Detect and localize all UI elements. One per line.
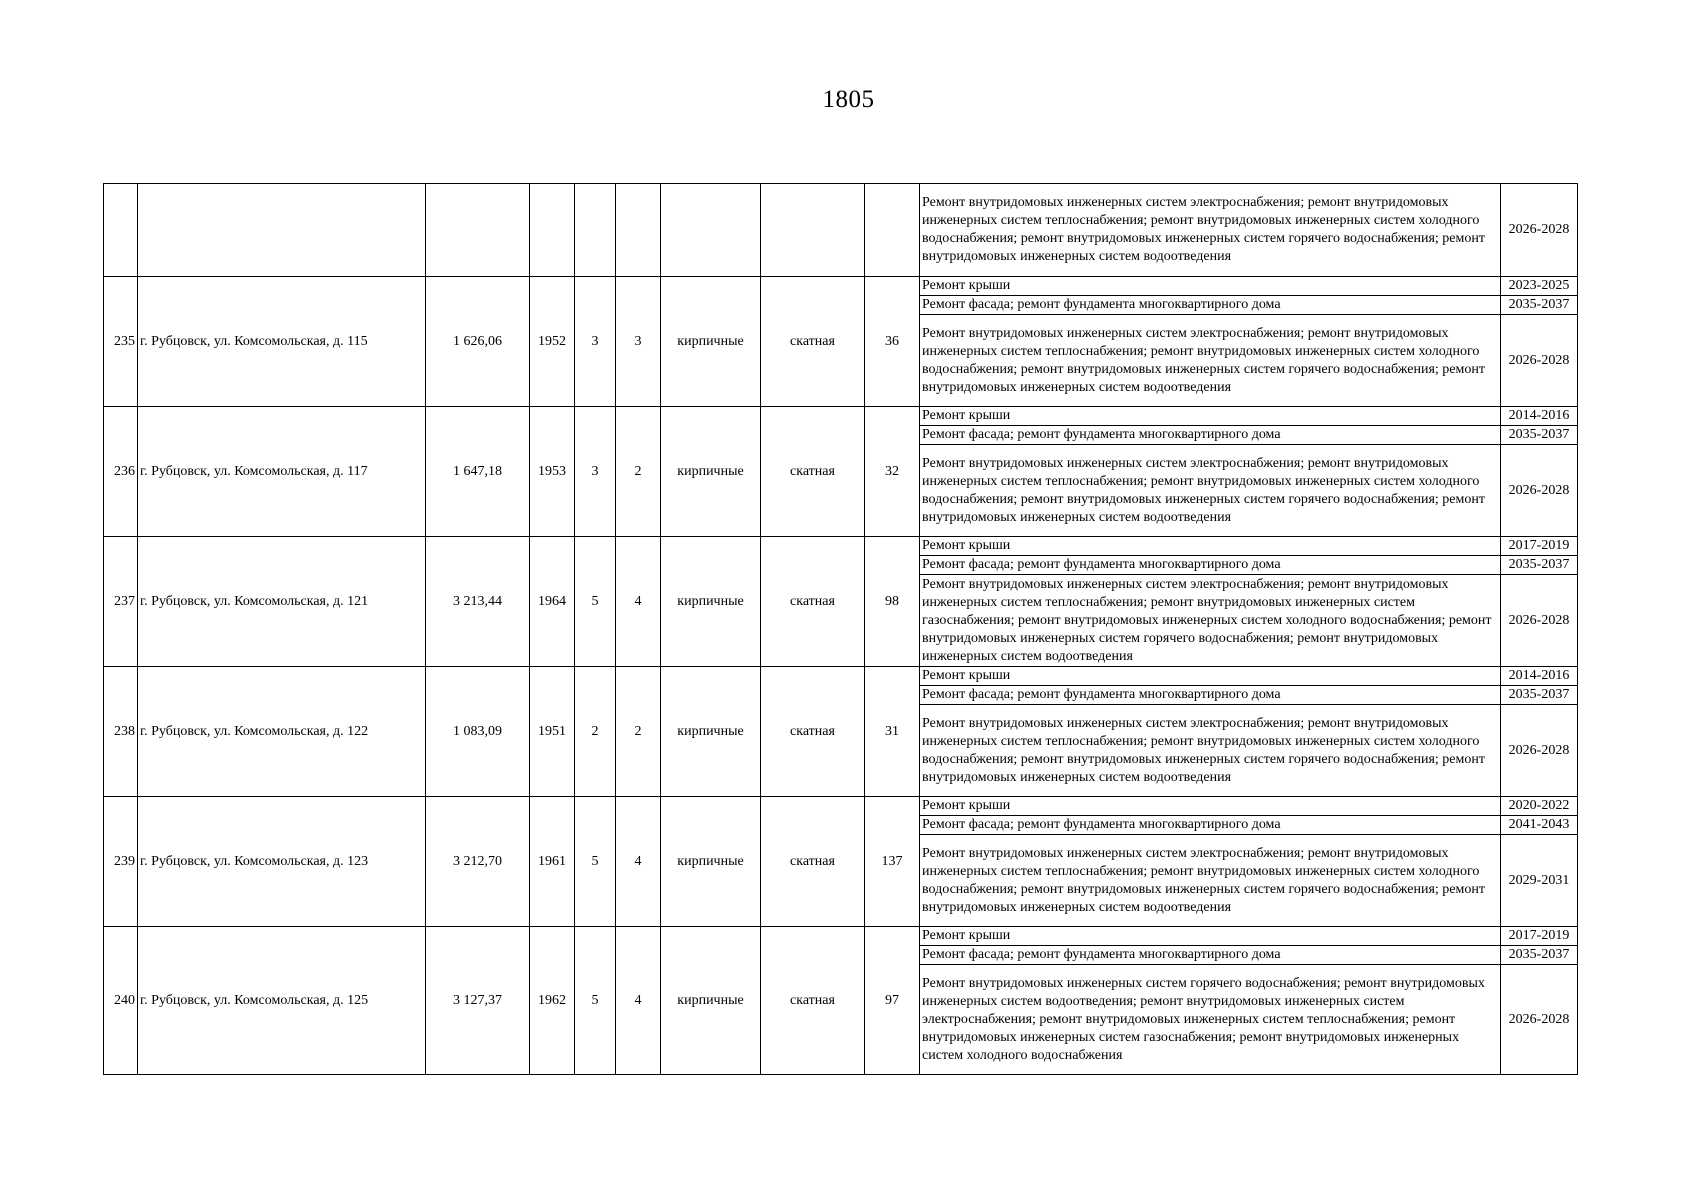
house-address: г. Рубцовск, ул. Комсомольская, д. 121 [138, 537, 426, 667]
wall-material: кирпичные [661, 667, 761, 797]
repair-period: 2026-2028 [1501, 184, 1578, 277]
roof-type [761, 184, 865, 277]
table-row [104, 184, 1578, 277]
total-area: 3 212,70 [426, 797, 530, 927]
capital-repair-table [103, 183, 1578, 1075]
construction-year: 1952 [530, 277, 575, 407]
page-number: 1805 [822, 86, 875, 113]
roof-type: скатная [761, 927, 865, 1075]
table-row [104, 537, 1578, 556]
repair-period: 2026-2028 [1501, 445, 1578, 537]
floor-count: 3 [575, 277, 616, 407]
repair-period: 2014-2016 [1501, 407, 1578, 426]
roof-type: скатная [761, 667, 865, 797]
entrance-count: 4 [616, 927, 661, 1075]
roof-type: скатная [761, 277, 865, 407]
house-address: г. Рубцовск, ул. Комсомольская, д. 115 [138, 277, 426, 407]
repair-period: 2026-2028 [1501, 575, 1578, 667]
table-row [104, 797, 1578, 816]
floor-count: 5 [575, 927, 616, 1075]
repair-works: Ремонт крыши [920, 277, 1501, 296]
table-row [104, 277, 1578, 296]
house-address: г. Рубцовск, ул. Комсомольская, д. 125 [138, 927, 426, 1075]
repair-period: 2035-2037 [1501, 296, 1578, 315]
house-address: г. Рубцовск, ул. Комсомольская, д. 123 [138, 797, 426, 927]
repair-works: Ремонт внутридомовых инженерных систем электроснабжения; ремонт внутридомовых инженерных систем теплоснабжения; ремонт внутридомовых инженерных систем холодного водоснабжения; ремонт внутридомовых инженерных систем горячего водоснабжения; ремонт внутридомовых инженерных систем водоотведения [920, 445, 1501, 537]
residents-count: 32 [865, 407, 920, 537]
entrance-count: 2 [616, 407, 661, 537]
total-area: 1 083,09 [426, 667, 530, 797]
residents-count: 97 [865, 927, 920, 1075]
floor-count [575, 184, 616, 277]
total-area [426, 184, 530, 277]
repair-works: Ремонт фасада; ремонт фундамента многоквартирного дома [920, 686, 1501, 705]
entrance-count: 4 [616, 797, 661, 927]
table-row [104, 407, 1578, 426]
construction-year: 1951 [530, 667, 575, 797]
repair-works: Ремонт крыши [920, 667, 1501, 686]
row-number: 236 [104, 407, 138, 537]
residents-count: 98 [865, 537, 920, 667]
wall-material: кирпичные [661, 797, 761, 927]
total-area: 1 626,06 [426, 277, 530, 407]
repair-works: Ремонт фасада; ремонт фундамента многоквартирного дома [920, 946, 1501, 965]
entrance-count: 3 [616, 277, 661, 407]
repair-works: Ремонт крыши [920, 407, 1501, 426]
roof-type: скатная [761, 537, 865, 667]
repair-works: Ремонт крыши [920, 537, 1501, 556]
wall-material: кирпичные [661, 277, 761, 407]
repair-works: Ремонт фасада; ремонт фундамента многоквартирного дома [920, 816, 1501, 835]
roof-type: скатная [761, 407, 865, 537]
row-number: 237 [104, 537, 138, 667]
row-number [104, 184, 138, 277]
repair-period: 2014-2016 [1501, 667, 1578, 686]
row-number: 238 [104, 667, 138, 797]
total-area: 3 213,44 [426, 537, 530, 667]
repair-period: 2035-2037 [1501, 556, 1578, 575]
repair-works: Ремонт фасада; ремонт фундамента многоквартирного дома [920, 556, 1501, 575]
total-area: 3 127,37 [426, 927, 530, 1075]
wall-material: кирпичные [661, 927, 761, 1075]
construction-year [530, 184, 575, 277]
repair-works: Ремонт внутридомовых инженерных систем электроснабжения; ремонт внутридомовых инженерных систем теплоснабжения; ремонт внутридомовых инженерных систем холодного водоснабжения; ремонт внутридомовых инженерных систем горячего водоснабжения; ремонт внутридомовых инженерных систем водоотведения [920, 705, 1501, 797]
total-area: 1 647,18 [426, 407, 530, 537]
repair-works: Ремонт фасада; ремонт фундамента многоквартирного дома [920, 296, 1501, 315]
repair-works: Ремонт внутридомовых инженерных систем электроснабжения; ремонт внутридомовых инженерных систем теплоснабжения; ремонт внутридомовых инженерных систем холодного водоснабжения; ремонт внутридомовых инженерных систем горячего водоснабжения; ремонт внутридомовых инженерных систем водоотведения [920, 315, 1501, 407]
row-number: 240 [104, 927, 138, 1075]
entrance-count: 2 [616, 667, 661, 797]
construction-year: 1953 [530, 407, 575, 537]
row-number: 235 [104, 277, 138, 407]
repair-works: Ремонт внутридомовых инженерных систем горячего водоснабжения; ремонт внутридомовых инженерных систем водоотведения; ремонт внутридомовых инженерных систем электроснабжения; ремонт внутридомовых инженерных систем теплоснабжения; ремонт внутридомовых инженерных систем газоснабжения; ремонт внутридомовых инженерных систем холодного водоснабжения [920, 965, 1501, 1075]
residents-count: 31 [865, 667, 920, 797]
repair-period: 2026-2028 [1501, 315, 1578, 407]
wall-material: кирпичные [661, 537, 761, 667]
residents-count: 137 [865, 797, 920, 927]
floor-count: 2 [575, 667, 616, 797]
entrance-count [616, 184, 661, 277]
floor-count: 5 [575, 797, 616, 927]
repair-period: 2020-2022 [1501, 797, 1578, 816]
repair-period: 2017-2019 [1501, 537, 1578, 556]
floor-count: 5 [575, 537, 616, 667]
repair-period: 2035-2037 [1501, 946, 1578, 965]
repair-works: Ремонт внутридомовых инженерных систем электроснабжения; ремонт внутридомовых инженерных систем теплоснабжения; ремонт внутридомовых инженерных систем холодного водоснабжения; ремонт внутридомовых инженерных систем горячего водоснабжения; ремонт внутридомовых инженерных систем водоотведения [920, 184, 1501, 277]
repair-works: Ремонт фасада; ремонт фундамента многоквартирного дома [920, 426, 1501, 445]
house-address: г. Рубцовск, ул. Комсомольская, д. 122 [138, 667, 426, 797]
repair-works: Ремонт крыши [920, 797, 1501, 816]
roof-type: скатная [761, 797, 865, 927]
residents-count: 36 [865, 277, 920, 407]
repair-works: Ремонт внутридомовых инженерных систем электроснабжения; ремонт внутридомовых инженерных систем теплоснабжения; ремонт внутридомовых инженерных систем холодного водоснабжения; ремонт внутридомовых инженерных систем горячего водоснабжения; ремонт внутридомовых инженерных систем водоотведения [920, 835, 1501, 927]
row-number: 239 [104, 797, 138, 927]
house-address: г. Рубцовск, ул. Комсомольская, д. 117 [138, 407, 426, 537]
construction-year: 1962 [530, 927, 575, 1075]
construction-year: 1964 [530, 537, 575, 667]
house-address [138, 184, 426, 277]
repair-period: 2029-2031 [1501, 835, 1578, 927]
repair-works: Ремонт внутридомовых инженерных систем электроснабжения; ремонт внутридомовых инженерных систем теплоснабжения; ремонт внутридомовых инженерных систем газоснабжения; ремонт внутридомовых инженерных систем холодного водоснабжения; ремонт внутридомовых инженерных систем горячего водоснабжения; ремонт внутридомовых инженерных систем водоотведения [920, 575, 1501, 667]
repair-period: 2017-2019 [1501, 927, 1578, 946]
repair-period: 2035-2037 [1501, 426, 1578, 445]
repair-period: 2041-2043 [1501, 816, 1578, 835]
repair-period: 2026-2028 [1501, 705, 1578, 797]
table-row [104, 927, 1578, 946]
table-row [104, 667, 1578, 686]
repair-period: 2035-2037 [1501, 686, 1578, 705]
repair-works: Ремонт крыши [920, 927, 1501, 946]
floor-count: 3 [575, 407, 616, 537]
residents-count [865, 184, 920, 277]
entrance-count: 4 [616, 537, 661, 667]
repair-period: 2026-2028 [1501, 965, 1578, 1075]
wall-material [661, 184, 761, 277]
construction-year: 1961 [530, 797, 575, 927]
wall-material: кирпичные [661, 407, 761, 537]
repair-period: 2023-2025 [1501, 277, 1578, 296]
